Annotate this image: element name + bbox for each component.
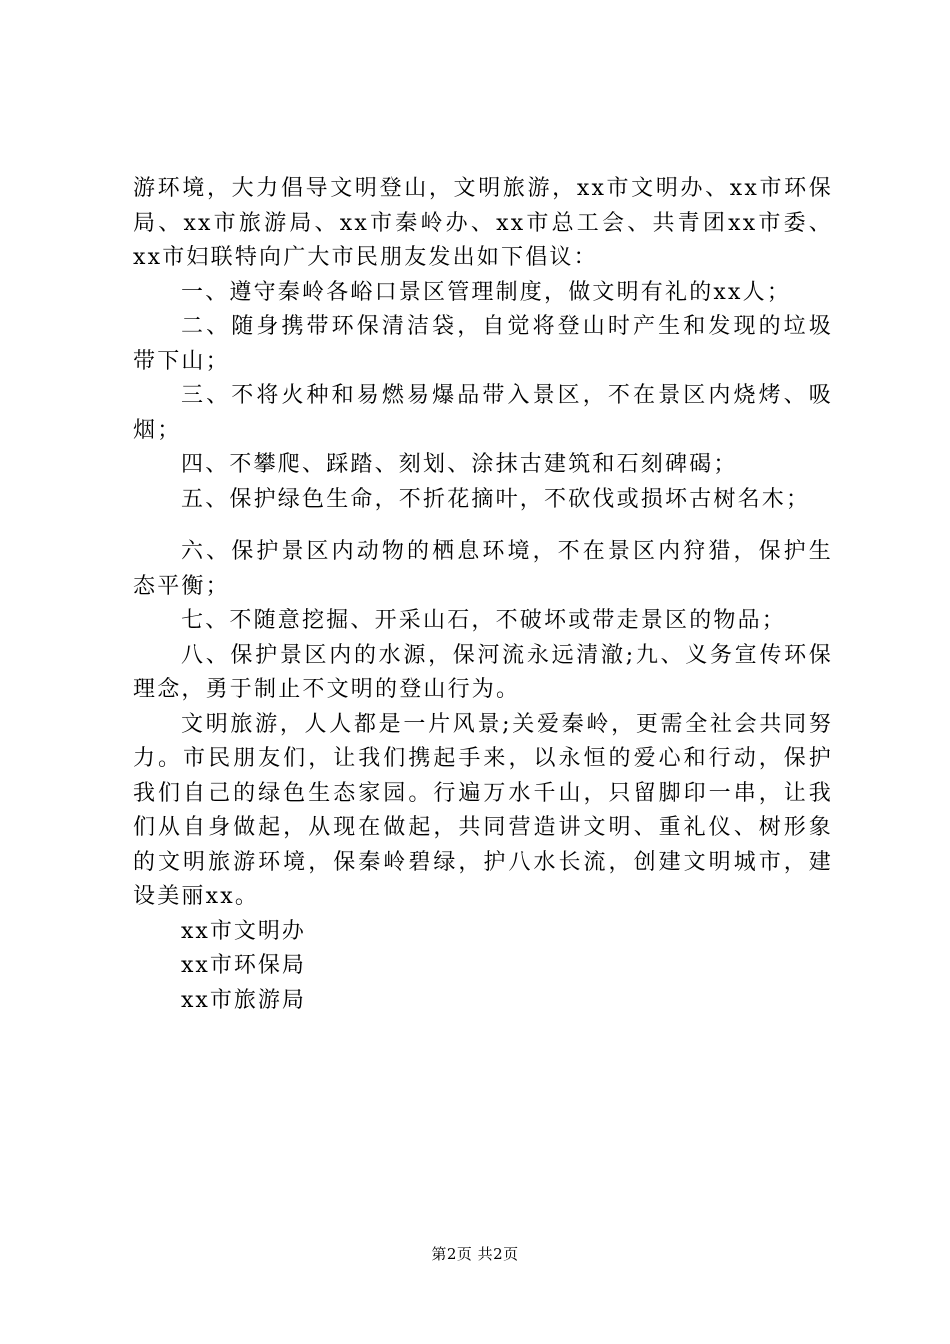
page-number-footer: 第2页 共2页 xyxy=(431,1245,519,1263)
paragraph-item-6: 六、保护景区内动物的栖息环境，不在景区内狩猎，保护生态平衡； xyxy=(133,539,833,599)
paragraph-item-1: 一、遵守秦岭各峪口景区管理制度，做文明有礼的xx人； xyxy=(181,279,792,305)
document-body xyxy=(133,172,833,1018)
signature-civilization-office: xx市文明办 xyxy=(181,918,306,944)
paragraph-gap xyxy=(133,517,833,535)
paragraph-closing: 文明旅游，人人都是一片风景;关爱秦岭，更需全社会共同努力。市民朋友们，让我们携起手来，以永恒的爱心和行动，保护我们自己的绿色生态家园。行遍万水千山，只留脚印一串，让我们从自身做起，从现在做起，共同营造讲文明、重礼仪、树形象的文明旅游环境，保秦岭碧绿，护八水长流，创建文明城市，建设美丽xx。 xyxy=(133,711,833,909)
paragraph-item-7: 七、不随意挖掘、开采山石，不破坏或带走景区的物品； xyxy=(181,608,787,633)
paragraph-item-2: 二、随身携带环保清洁袋，自觉将登山时产生和发现的垃圾带下山； xyxy=(133,314,833,374)
paragraph-intro: 游环境，大力倡导文明登山，文明旅游，xx市文明办、xx市环保局、xx市旅游局、xx市秦岭办、xx市总工会、共青团xx市委、xx市妇联特向广大市民朋友发出如下倡议： xyxy=(133,176,833,270)
signature-block xyxy=(133,915,833,1019)
signature-tourism-bureau: xx市旅游局 xyxy=(181,987,306,1013)
paragraph-item-4: 四、不攀爬、踩踏、刻划、涂抹古建筑和石刻碑碣； xyxy=(181,452,738,477)
paragraph-item-5: 五、保护绿色生命，不折花摘叶，不砍伐或损坏古树名木； xyxy=(181,486,811,512)
paragraph-item-3: 三、不将火种和易燃易爆品带入景区，不在景区内烧烤、吸烟； xyxy=(133,383,833,443)
paragraph-item-8-9: 八、保护景区内的水源，保河流永远清澈;九、义务宣传环保理念，勇于制止不文明的登山行为。 xyxy=(133,642,833,702)
signature-environment-bureau: xx市环保局 xyxy=(181,953,306,978)
